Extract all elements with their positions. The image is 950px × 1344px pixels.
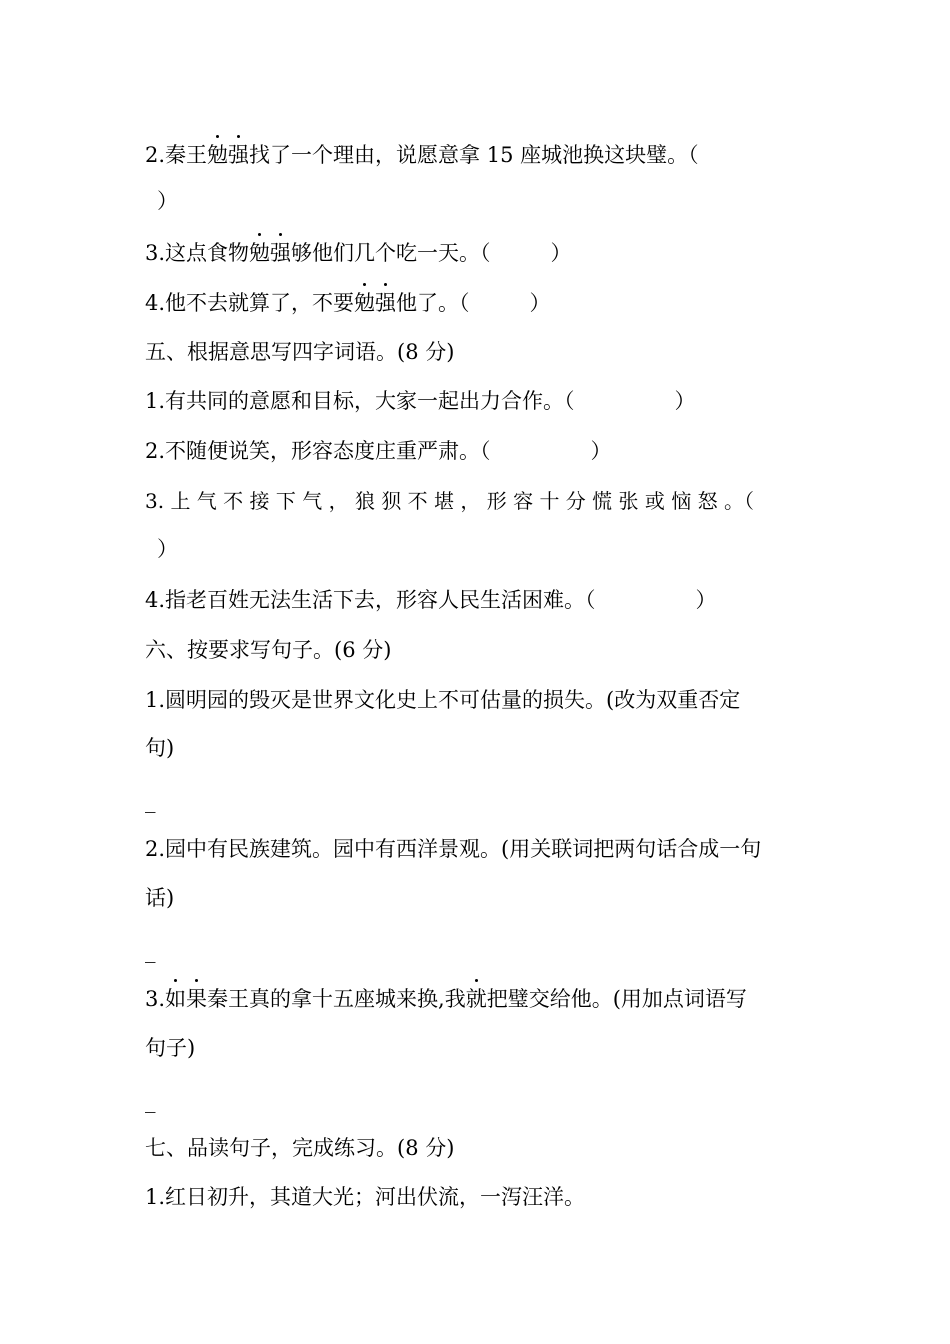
s5-item-4 [145, 585, 810, 615]
emphasized-word [466, 987, 487, 1011]
item-text: 秦王真的拿十五座城来换,我 [207, 987, 466, 1011]
item-text: 3.这点食物 [145, 241, 250, 265]
s6-item-2-answer-line[interactable]: _ [145, 939, 156, 963]
emphasized-word [165, 987, 207, 1011]
item-text: 3. 上 气 不 接 下 气 ， 狼 狈 不 堪 ， 形 容 十 分 慌 张 或 恼 怒 。（ [145, 489, 754, 513]
emphasis-dot-char: 勉 [354, 291, 376, 315]
bracket-close: ） [157, 189, 178, 213]
q4-item-4 [145, 288, 810, 318]
s7-item-1: 1.红日初升，其道大光；河出伏流，一泻汪洋。 [145, 1185, 586, 1209]
emphasized-word [207, 143, 249, 167]
q4-item-2-continuation [145, 186, 810, 216]
s6-item-1-answer-line[interactable]: _ [145, 789, 156, 813]
item-text: 1.有共同的意愿和目标，大家一起出力合作。（ [145, 389, 575, 413]
bracket-close: ） [529, 291, 551, 315]
emphasis-dot-char: 如 [165, 987, 187, 1011]
bracket-close: ） [674, 389, 696, 413]
section-7-title: 七、品读句子，完成练习。(8 分) [145, 1136, 455, 1160]
bracket-close: ） [695, 588, 717, 612]
s5-item-3-continuation [145, 534, 810, 564]
s5-item-2 [145, 436, 810, 466]
section-6-title: 六、按要求写句子。(6 分) [145, 638, 392, 662]
item-text: 3. [145, 987, 166, 1011]
s6-item-2: 2.园中有民族建筑。园中有西洋景观。(用关联词把两句话合成一句 [145, 837, 762, 861]
s6-item-3-answer-line[interactable]: _ [145, 1089, 156, 1113]
item-text: 够他们几个吃一天。（ [291, 241, 491, 265]
s5-item-1 [145, 386, 810, 416]
s6-item-3-continuation: 句子) [145, 1036, 196, 1060]
bracket-close: ） [590, 439, 612, 463]
emphasis-dot-char: 勉 [207, 143, 229, 167]
emphasis-dot-char: 强 [375, 291, 397, 315]
q4-item-2 [145, 140, 810, 170]
emphasis-dot-char: 就 [465, 987, 487, 1011]
item-text: 把璧交给他。(用加点词语写 [486, 987, 747, 1011]
s6-item-3 [145, 984, 810, 1014]
emphasized-word [354, 291, 396, 315]
s6-item-1: 1.圆明园的毁灭是世界文化史上不可估量的损失。(改为双重否定 [145, 688, 741, 712]
item-text: 4.指老百姓无法生活下去，形容人民生活困难。（ [145, 588, 596, 612]
item-text: 2.秦王 [145, 143, 208, 167]
s6-item-1-continuation: 句) [145, 736, 175, 760]
q4-item-3 [145, 238, 810, 268]
bracket-close: ） [550, 241, 572, 265]
s6-item-2-continuation: 话) [145, 886, 175, 910]
item-text: 他了。（ [396, 291, 470, 315]
emphasis-dot-char: 强 [270, 241, 292, 265]
item-text: 找了一个理由，说愿意拿 15 座城池换这块璧。（ [249, 143, 699, 167]
emphasis-dot-char: 果 [186, 987, 208, 1011]
item-text: 2.不随便说笑，形容态度庄重严肃。（ [145, 439, 491, 463]
emphasis-dot-char: 勉 [249, 241, 271, 265]
item-text: 4.他不去就算了，不要 [145, 291, 355, 315]
section-5-title: 五、根据意思写四字词语。(8 分) [145, 340, 455, 364]
emphasis-dot-char: 强 [228, 143, 250, 167]
s5-item-3 [145, 486, 810, 516]
emphasized-word [249, 241, 291, 265]
bracket-close: ） [157, 537, 178, 561]
